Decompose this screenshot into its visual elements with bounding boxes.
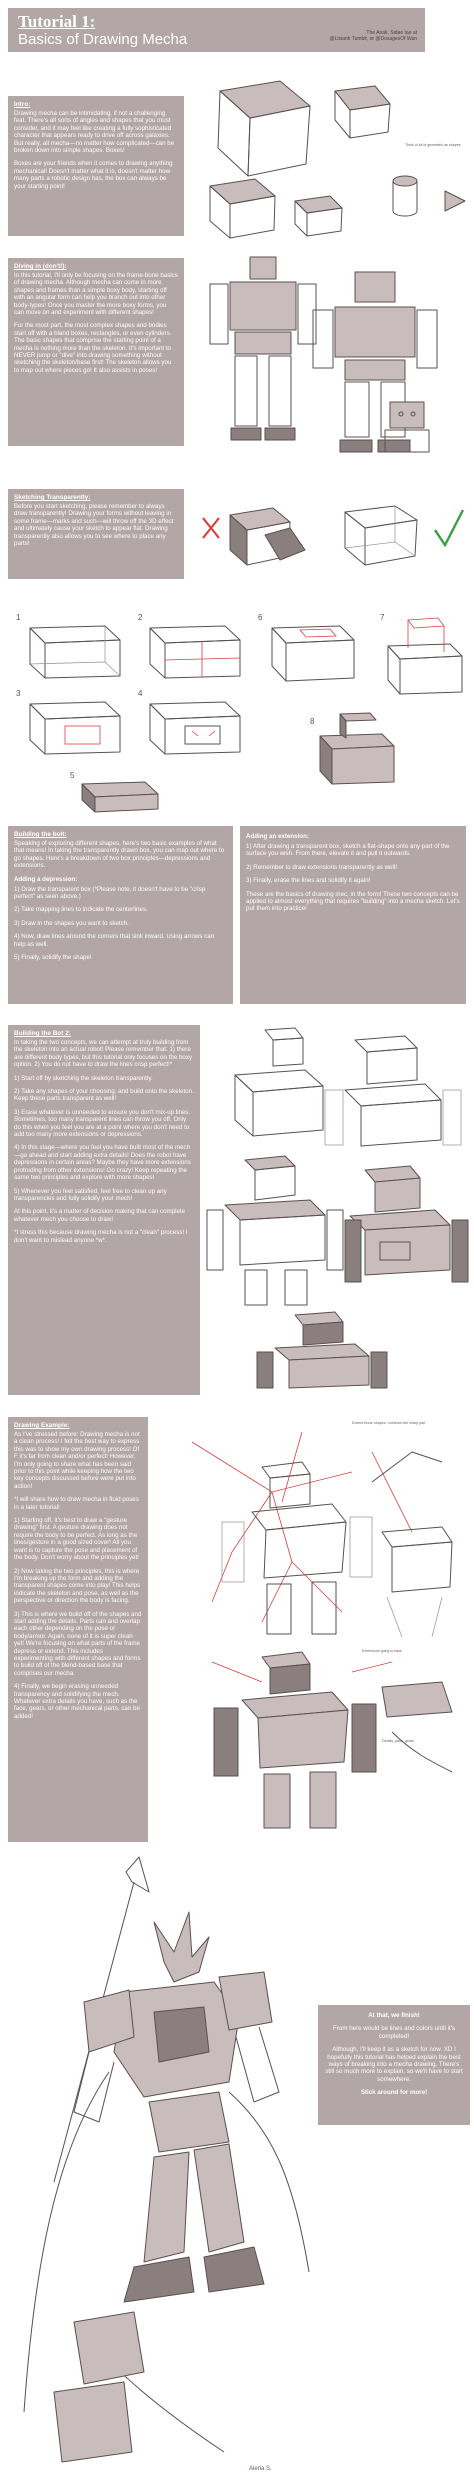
drawing-step-1: 1) Starting off, it's best to draw a "gesture drawing" first. A gesture drawing does not require the body to be perfect. As long as the lines/gesture in a good sized cover! All you want is to capture the pose and placement of the body. Don't worry about the principles yet! — [14, 1517, 139, 1562]
extension-step-3: 3) Finally, erase the lines and solidify it again! — [246, 877, 371, 885]
page-title: Basics of Drawing Mecha — [18, 31, 188, 48]
extension-summary: These are the basics of drawing mec, in the form! These two concepts can be applied to almost everything that requires "building" into a mecha sketch. Let's put them into practice! — [246, 890, 460, 913]
drawing-paragraph-2: *I will share how to draw mecha in fluid poses in a later tutorial! — [14, 1496, 139, 1511]
tutorial-number: Tutorial 1: — [18, 12, 96, 31]
extension-step-2: 2) Remember to draw extensions transparently as well! — [246, 863, 397, 871]
sketching-heading: Sketching Transparently: — [14, 494, 91, 501]
build2-step-3: 3) Erase whatever is unneeded to ensure you don't mix-up lines. Sometimes, too many transparent lines can throw you off. Only do this when you feel you are at a point where you don't need to add too many more extensions or depressions. — [14, 1108, 191, 1139]
author-credit: The Anak, Sidae tae at @Lisianh Tumblr, or @DosagesOf Wan — [329, 30, 417, 42]
depression-subheading: Adding a depression: — [14, 875, 78, 883]
intro-paragraph-2: Boxes are your friends when it comes to drawing anything mechanical! Doesn't matter what it is, doesn't matter how many parts a robotic design has, the box can always be your starting point! — [14, 160, 173, 190]
boxy-robots-illustration — [195, 252, 465, 467]
final-mech-drawing — [14, 1852, 314, 2477]
extension-step-1: 1) After drawing a transparent box, sketch a flat-shape onto any part of the surface you wish. From there, elevate it and pull it outwards. — [246, 843, 450, 858]
depression-step-3: 3) Draw in the shapes you want to sketch. — [14, 919, 129, 927]
depression-step-5: 5) Finally, solidify the shape! — [14, 954, 92, 962]
gesture-and-skeleton-sketch — [152, 1412, 470, 1842]
build1-paragraph-1: Speaking of exploring different shapes, here's two basic examples of what that means! In taking the transparently drawn box, you can map out where to go shapes. Here's a breakdown of two box principles—depressions and extensions. — [14, 840, 225, 870]
step-number-8: 8 — [310, 717, 315, 726]
drawing-heading: Drawing Example: — [14, 1422, 70, 1429]
build-depression-panel — [8, 826, 233, 1004]
build1-heading: Building the bolt: — [14, 831, 67, 838]
intro-sidenote: Think of all of geometric as shapes — [405, 143, 461, 147]
build2-step-2: 2) Take any shapes of your choosing, and build onto the skeleton. Keep these parts transparent as well! — [14, 1088, 194, 1103]
artist-signature: Aleria S. — [249, 2466, 272, 2472]
build2-paragraph-2: At this point, it's a matter of decision making that can complete whatever mech you choose to draw! — [14, 1208, 186, 1223]
build2-step-1: 1) Start off by sketching the skeleton transparently. — [14, 1074, 153, 1082]
sketching-paragraph-1: Before you start sketching, please remember to always draw transparently! Drawing your forms without leaving in some frame—marks and such—will throw off the 3D effect and ultimately cause your sketch to appear flat. Drawing transparently also allows you to see where to place any parts! — [14, 503, 174, 548]
title-banner — [8, 8, 425, 52]
intro-panel — [8, 96, 184, 236]
annotation-extend: Extend those shapes / continue the sharp part — [352, 1421, 426, 1425]
finish-sign-off: Stick around for more! — [360, 2089, 428, 2097]
diving-panel — [8, 258, 184, 446]
finish-panel — [318, 2005, 470, 2125]
diving-paragraph-1: In this tutorial, I'll only be focusing on the frame-bone basics of drawing mecha. Although mecha can come in more shapes and frames than a simple boxy body, starting off with an angular form can help you branch out into other body-types! Once you master the more boxy forms, you can move on and experiment with different shapes! — [14, 272, 178, 317]
finish-paragraph-2: Although, I'll keep it as a sketch for now. XD I hopefully this tutorial has helped explain the best ways of breaking into a mecha drawing. There's still so much more to explain, so we'll have to start somewhere. — [325, 2046, 463, 2083]
finish-paragraph-1: From here would be lines and colors until it's completed! — [333, 2025, 455, 2040]
build-bot-progression — [205, 1020, 470, 1390]
depression-step-4: 4) Now, draw lines around the corners that sink inward. Using arrows can help as well. — [14, 933, 215, 948]
step-number-5: 5 — [70, 771, 75, 780]
depression-step-2: 2) Take mapping lines to indicate the centerlines. — [14, 906, 148, 914]
step-number-7: 7 — [380, 613, 385, 622]
build2-step-5: 5) Whenever you feel satisfied, feel free to clean up any transparencies and fully solidify your mech! — [14, 1187, 167, 1202]
drawing-step-4: 4) Finally, we begin erasing unneeded transparency and solidifying the mech. Whatever extra details you have, such as the face, gears, or other mechanical parts, can be added! — [14, 1683, 140, 1720]
build2-footnote: *I stress this because drawing mecha is not a "clean" process! I don't want to mislead anyone *w*. — [14, 1229, 188, 1244]
drawing-example-panel — [8, 1417, 148, 1842]
step-number-3: 3 — [16, 689, 21, 698]
annotation-details: Details, parts, gears — [382, 1739, 414, 1743]
depression-extension-steps — [10, 606, 470, 816]
extension-subheading: Adding an extension: — [246, 833, 309, 840]
drawing-step-2: 2) Now taking the two principles, this is where I'm breaking up the form and adding the transparent shapes come into play! This helps indicate the skeleton and pose, as well as the perspective or direction the body is facing. — [14, 1567, 141, 1605]
step-number-2: 2 — [138, 613, 143, 622]
sketching-panel — [8, 489, 184, 579]
diving-heading: Diving in (don't!): — [14, 263, 67, 270]
annotation-extensions-back: Extensions going to back — [362, 1649, 402, 1653]
intro-heading: Intro: — [14, 101, 31, 108]
intro-boxes-illustration — [200, 76, 470, 246]
step-number-1: 1 — [16, 613, 21, 622]
build2-step-4: 4) In this stage—where you feel you have built most of the mech—go ahead and start adding extra details! Does the robot have depressions in certain areas? Maybe they have more extensions protruding from other extensions! Go crazy! Keep repeating the same two principles and explore with more shapes! — [14, 1144, 191, 1182]
intro-paragraph-1: Drawing mecha can be intimidating, if not a challenging feat. There's all sorts of angles and shapes that you must consider, and it may feel like creating a fully sophisticated character that appears ready to drive off across galaxies. But really, all mecha—no matter how complicated—can be broken down into simple shapes. Boxes! — [14, 110, 175, 155]
step-number-4: 4 — [138, 689, 143, 698]
build2-paragraph-1: In taking the two concepts, we can attempt at truly building from the skeleton into an actual robot! Please remember that: 1) there are different body types, but this tutorial only focuses on the boxy option. 2) You do not have to draw the lines crisp perfect!* — [14, 1039, 193, 1069]
step-number-6: 6 — [258, 613, 263, 622]
transparent-vs-opaque-illustration — [195, 490, 470, 580]
drawing-paragraph-1: As I've stressed before: Drawing mecha is not a clean process! I felt the best way to express this was to show my own drawing process! Of F it's far from clean and/or perfect! However, I'm only going to share what has been said prior to this point while keeping how the two key concepts discussed before were put into action! — [14, 1431, 140, 1490]
diving-paragraph-2: For the most part, the most complex shapes and bodies start off with a bland boxes, rectangles, or even cylinders. The basic shapes that comprise the starting point of a mecha is nothing more than the skeleton. It's important to NEVER jump or "dive" into drawing something without sketching the skeleton/base first! The skeleton allows you to map out where pieces go! It also assists in poses! — [14, 322, 172, 374]
build-bot-panel — [8, 1025, 200, 1395]
build2-heading: Building the Bot 2: — [14, 1030, 71, 1037]
depression-step-1: 1) Draw the transparent box (*Please note, it doesn't have to be "crisp perfect" as seen above.) — [14, 885, 206, 901]
build-extension-panel — [240, 826, 466, 1004]
drawing-step-3: 3) This is where we build off of the shapes and start adding the details. Parts can and overlap each other depending on the pose or body/armor. Again, none of it is super clean yet! We're focusing on what parts of the frame depress or extend. This includes experimenting with different shapes and forms to build off of the blend-based base that comprises our mecha. — [14, 1610, 142, 1677]
finish-heading: At that, we finish! — [368, 2012, 420, 2019]
